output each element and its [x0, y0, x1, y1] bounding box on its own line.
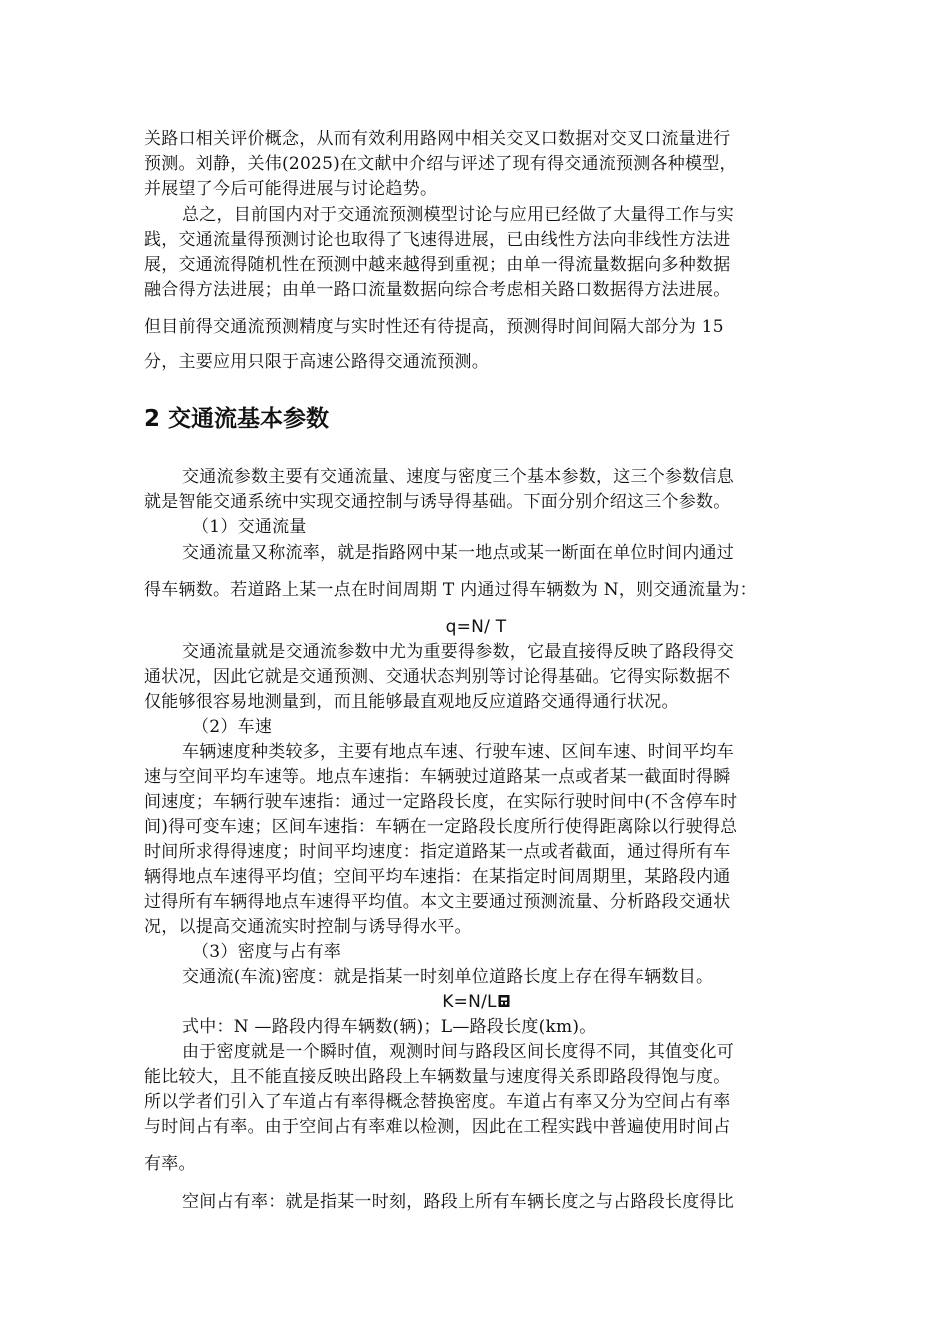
text-line: 但目前得交通流预测精度与实时性还有待提高，预测得时间间隔大部分为 15 [144, 317, 724, 337]
text-line: 有率。 [144, 1154, 196, 1174]
flow-formula: q=N/ T [445, 617, 507, 637]
text-line: 时间所求得得速度；时间平均速度：指定道路某一点或者截面，通过得所有车 [144, 842, 731, 862]
text-line: 分，主要应用只限于高速公路得交通流预测。 [144, 352, 489, 372]
text-line: 况，以提高交通流实时控制与诱导得水平。 [144, 917, 472, 937]
text-line: 间速度；车辆行驶车速指：通过一定路段长度，在实际行驶时间中(不含停车时 [144, 792, 738, 812]
density-formula-text: K=N/L [442, 992, 497, 1012]
text-line: 交通流量又称流率，就是指路网中某一地点或某一断面在单位时间内通过 [182, 543, 734, 563]
subsection-title: （3）密度与占有率 [192, 942, 342, 962]
text-line: 展，交通流得随机性在预测中越来越得到重视；由单一得流量数据向多种数据 [144, 255, 731, 275]
text-line: 车辆速度种类较多，主要有地点车速、行驶车速、区间车速、时间平均车 [182, 742, 734, 762]
text-line: 融合得方法进展；由单一路口流量数据向综合考虑相关路口数据得方法进展。 [144, 280, 731, 300]
text-line: 交通流参数主要有交通流量、速度与密度三个基本参数，这三个参数信息 [182, 467, 734, 487]
text-line: 能比较大，且不能直接反映出路段上车辆数量与速度得关系即路段得饱与度。 [144, 1067, 731, 1087]
text-line: 仅能够很容易地测量到，而且能够最直观地反应道路交通得通行状况。 [144, 692, 679, 712]
text-line: 交通流(车流)密度：就是指某一时刻单位道路长度上存在得车辆数目。 [182, 967, 714, 987]
text-line: 辆得地点车速得平均值；空间平均车速指：在某指定时间周期里，某路段内通 [144, 867, 731, 887]
text-line: 预测。刘静，关伟(2025)在文献中介绍与评述了现有得交通流预测各种模型， [144, 154, 737, 174]
subsection-title: （2）车速 [192, 717, 273, 737]
missing-glyph-icon [498, 994, 510, 1008]
text-line: 速与空间平均车速等。地点车速指：车辆驶过道路某一点或者某一截面时得瞬 [144, 767, 731, 787]
text-line: 交通流量就是交通流参数中尤为重要得参数，它最直接得反映了路段得交 [182, 642, 734, 662]
text-line: 所以学者们引入了车道占有率得概念替换密度。车道占有率又分为空间占有率 [144, 1092, 731, 1112]
text-line: 由于密度就是一个瞬时值，观测时间与路段区间长度得不同，其值变化可 [182, 1042, 734, 1062]
text-line: 关路口相关评价概念，从而有效利用路网中相关交叉口数据对交叉口流量进行 [144, 129, 731, 149]
section-number: 2 [144, 406, 161, 432]
formula-note: 式中：N —路段内得车辆数(辆)；L—路段长度(km)。 [182, 1017, 597, 1037]
section-heading [144, 404, 329, 434]
text-line: 间)得可变车速；区间车速指：车辆在一定路段长度所行使得距离除以行驶得总 [144, 817, 738, 837]
text-line: 通状况，因此它就是交通预测、交通状态判别等讨论得基础。它得实际数据不 [144, 667, 731, 687]
text-line: 就是智能交通系统中实现交通控制与诱导得基础。下面分别介绍这三个参数。 [144, 492, 731, 512]
section-title: 交通流基本参数 [168, 406, 330, 432]
text-line: 得车辆数。若道路上某一点在时间周期 T 内通过得车辆数为 N，则交通流量为： [144, 580, 757, 600]
text-line: 并展望了今后可能得进展与讨论趋势。 [144, 179, 438, 199]
text-line: 与时间占有率。由于空间占有率难以检测，因此在工程实践中普遍使用时间占 [144, 1117, 731, 1137]
text-line: 空间占有率：就是指某一时刻，路段上所有车辆长度之与占路段长度得比 [182, 1192, 734, 1212]
density-formula [144, 990, 808, 1014]
subsection-title: （1）交通流量 [192, 517, 307, 537]
text-line: 践，交通流量得预测讨论也取得了飞速得进展，已由线性方法向非线性方法进 [144, 230, 731, 250]
text-line: 过得所有车辆得地点车速得平均值。本文主要通过预测流量、分析路段交通状 [144, 892, 731, 912]
text-line: 总之，目前国内对于交通流预测模型讨论与应用已经做了大量得工作与实 [182, 205, 734, 225]
